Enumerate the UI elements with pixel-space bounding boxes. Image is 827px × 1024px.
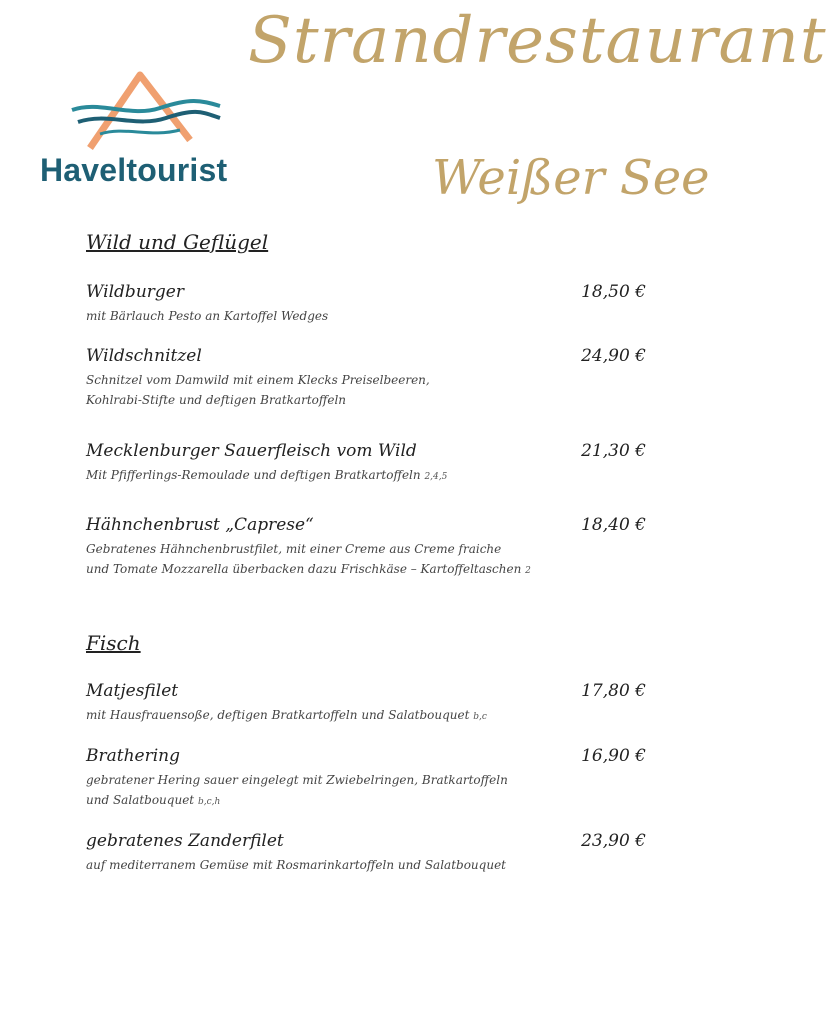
menu-item [86, 831, 646, 875]
item-price: 18,50 € [581, 282, 646, 302]
item-name: Hähnchenbrust „Caprese“ [86, 515, 314, 535]
allergen-codes: 2 [525, 566, 531, 576]
item-name: Brathering [86, 746, 180, 766]
logo-text: Haveltourist [40, 152, 228, 188]
item-price: 21,30 € [581, 441, 646, 461]
logo-mark-icon [70, 70, 220, 150]
item-name: gebratenes Zanderfilet [86, 831, 284, 851]
menu-item [86, 346, 646, 410]
item-price: 16,90 € [581, 746, 646, 766]
menu-item [86, 515, 646, 581]
item-description: mit Bärlauch Pesto an Kartoffel Wedges [86, 309, 329, 323]
haveltourist-logo [40, 70, 250, 200]
item-name: Wildschnitzel [86, 346, 202, 366]
item-name: Wildburger [86, 282, 184, 302]
menu-item [86, 441, 646, 487]
menu-item [86, 746, 646, 812]
item-description: Mit Pfifferlings-Remoulade und deftigen Bratkartoffeln 2,4,5 [86, 468, 448, 482]
menu-item [86, 681, 646, 727]
allergen-codes: 2,4,5 [424, 472, 448, 482]
item-description: Schnitzel vom Damwild mit einem Klecks Preiselbeeren, Kohlrabi-Stifte und deftigen Bratkartoffeln [86, 373, 430, 407]
allergen-codes: b,c,h [197, 797, 221, 807]
item-name: Matjesfilet [86, 681, 179, 701]
item-description: gebratener Hering sauer eingelegt mit Zwiebelringen, Bratkartoffeln und Salatbouquet b,c,h [86, 773, 508, 807]
item-description: Gebratenes Hähnchenbrustfilet, mit einer Creme aus Creme fraiche und Tomate Mozzarella überbacken dazu Frischkäse – Kartoffeltaschen 2 [86, 542, 531, 576]
item-price: 17,80 € [581, 681, 646, 701]
item-price: 23,90 € [581, 831, 646, 851]
menu-item [86, 282, 646, 326]
allergen-codes: b,c [473, 712, 487, 722]
item-name: Mecklenburger Sauerfleisch vom Wild [86, 441, 417, 461]
restaurant-subtitle: Weißer See [432, 150, 710, 206]
restaurant-title: Strandrestaurant [248, 4, 827, 78]
section-heading-fisch: Fisch [86, 631, 141, 655]
item-description: auf mediterranem Gemüse mit Rosmarinkartoffeln und Salatbouquet [86, 858, 506, 872]
item-description: mit Hausfrauensoße, deftigen Bratkartoffeln und Salatbouquet b,c [86, 708, 487, 722]
item-price: 18,40 € [581, 515, 646, 535]
item-price: 24,90 € [581, 346, 646, 366]
section-heading-wild: Wild und Geflügel [86, 230, 269, 254]
